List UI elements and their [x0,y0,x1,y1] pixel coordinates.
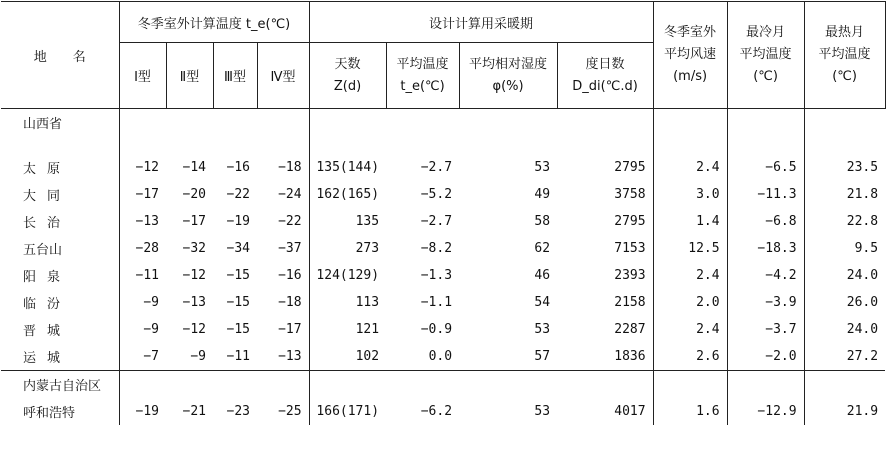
temp-type-4: −16 [278,268,302,283]
location-name: 五台山 [1,235,119,262]
header-avg-temp: 平均温度 t_e(℃) [386,43,459,109]
degree-days: 7153 [614,241,646,256]
heating-avg-humidity: 54 [534,295,551,310]
temp-type-4: −18 [278,295,302,310]
temp-type-2: −9 [166,343,213,371]
hottest-month-temp: 24.0 [846,268,879,283]
temp-type-2: −14 [182,160,206,175]
table-row [1,208,885,235]
temp-type-3: −15 [226,295,250,310]
table-row [1,262,885,289]
province-row [1,109,885,137]
table-row [1,343,885,371]
heating-avg-temp: −6.2 [420,404,453,419]
winter-wind-speed: 3.0 [653,181,727,208]
temp-type-2: −12 [182,268,206,283]
temp-type-1: −9 [143,322,159,337]
hottest-month-temp: 26.0 [846,295,879,310]
header-type-4: Ⅳ型 [257,43,309,109]
temp-type-3: −23 [226,404,250,419]
temp-type-4: −37 [278,241,302,256]
climate-data-table [1,1,886,425]
winter-wind-speed: 2.0 [653,289,727,316]
coldest-month-temp: −3.9 [727,289,804,316]
heating-avg-humidity: 49 [534,187,551,202]
header-coldest-month: 最冷月 平均温度 (℃) [727,2,804,109]
hottest-month-temp: 24.0 [846,322,879,337]
winter-wind-speed: 2.4 [653,154,727,181]
hottest-month-temp: 21.9 [846,404,879,419]
heating-avg-humidity: 53 [534,322,551,337]
table-header [1,2,885,109]
heating-days: 121 [309,316,386,343]
heating-days: 102 [309,343,386,371]
heating-avg-humidity: 53 [534,404,551,419]
temp-type-3: −19 [226,214,250,229]
winter-wind-speed: 1.6 [653,398,727,425]
heating-avg-temp: −1.1 [420,295,453,310]
winter-wind-speed: 12.5 [653,235,727,262]
temp-type-1: −9 [143,295,159,310]
heating-days: 113 [309,289,386,316]
header-avg-humidity: 平均相对湿度 φ(%) [459,43,557,109]
province-row [1,371,885,399]
temp-type-1: −17 [135,187,159,202]
heating-avg-temp: −1.3 [420,268,453,283]
degree-days: 2158 [614,295,646,310]
heating-avg-temp: −8.2 [420,241,453,256]
location-name: 太原 [1,154,119,181]
heating-days: 124(129) [309,262,386,289]
temp-type-3: −22 [226,187,250,202]
table-row [1,235,885,262]
temp-type-1: −7 [119,343,166,371]
header-type-1: Ⅰ型 [119,43,166,109]
temp-type-2: −20 [182,187,206,202]
spacer-row [1,136,885,154]
temp-type-2: −32 [182,241,206,256]
temp-type-3: −15 [226,322,250,337]
header-type-2: Ⅱ型 [166,43,213,109]
location-name: 长治 [1,208,119,235]
degree-days: 4017 [614,404,646,419]
winter-wind-speed: 2.6 [653,343,727,371]
temp-type-4: −18 [278,160,302,175]
degree-days: 2795 [614,214,646,229]
temp-type-1: −12 [135,160,159,175]
temp-type-4: −17 [278,322,302,337]
heating-days: 273 [309,235,386,262]
degree-days: 2287 [614,322,646,337]
hottest-month-temp: 22.8 [846,214,879,229]
degree-days: 1836 [557,343,653,371]
heating-avg-temp: −2.7 [420,214,453,229]
temp-type-1: −13 [135,214,159,229]
temp-type-3: −16 [226,160,250,175]
winter-wind-speed: 1.4 [653,208,727,235]
temp-type-4: −22 [278,214,302,229]
header-winter-wind: 冬季室外 平均风速 (m/s) [653,2,727,109]
degree-days: 2795 [614,160,646,175]
heating-avg-humidity: 57 [459,343,557,371]
table-row [1,181,885,208]
temp-type-1: −19 [135,404,159,419]
heating-days: 166(171) [309,398,386,425]
temp-type-2: −13 [182,295,206,310]
winter-wind-speed: 2.4 [653,262,727,289]
table-row [1,398,885,425]
temp-type-1: −28 [135,241,159,256]
heating-days: 135 [309,208,386,235]
heating-avg-humidity: 58 [534,214,551,229]
hottest-month-temp: 9.5 [854,241,879,256]
hottest-month-temp: 21.8 [846,187,879,202]
coldest-month-temp: −18.3 [727,235,804,262]
header-heating-period: 设计计算用采暖期 [309,2,653,43]
table-body [1,109,885,426]
temp-type-2: −12 [182,322,206,337]
hottest-month-temp: 23.5 [846,160,879,175]
degree-days: 3758 [614,187,646,202]
location-name: 运城 [1,343,119,371]
winter-wind-speed: 2.4 [653,316,727,343]
table-row [1,316,885,343]
location-name: 临汾 [1,289,119,316]
temp-type-4: −25 [278,404,302,419]
heating-avg-temp: −5.2 [420,187,453,202]
degree-days: 2393 [614,268,646,283]
location-name: 阳泉 [1,262,119,289]
heating-avg-humidity: 53 [534,160,551,175]
table-row [1,289,885,316]
header-location: 地 名 [1,2,119,109]
heating-avg-temp: −2.7 [420,160,453,175]
coldest-month-temp: −6.8 [727,208,804,235]
province-name: 山西省 [1,109,119,137]
temp-type-3: −11 [213,343,257,371]
temp-type-4: −13 [257,343,309,371]
coldest-month-temp: −6.5 [727,154,804,181]
temp-type-4: −24 [278,187,302,202]
temp-type-3: −15 [226,268,250,283]
location-name: 大同 [1,181,119,208]
header-degree-days: 度日数 D_di(℃.d) [557,43,653,109]
coldest-month-temp: −12.9 [727,398,804,425]
heating-days: 135(144) [309,154,386,181]
coldest-month-temp: −11.3 [727,181,804,208]
temp-type-1: −11 [135,268,159,283]
header-winter-outdoor-temp: 冬季室外计算温度 t_e(℃) [119,2,309,43]
temp-type-3: −34 [226,241,250,256]
coldest-month-temp: −3.7 [727,316,804,343]
header-days: 天数 Z(d) [309,43,386,109]
header-type-3: Ⅲ型 [213,43,257,109]
temp-type-2: −17 [182,214,206,229]
hottest-month-temp: 27.2 [804,343,885,371]
temp-type-2: −21 [182,404,206,419]
heating-avg-humidity: 46 [534,268,551,283]
coldest-month-temp: −2.0 [727,343,804,371]
heating-avg-temp: −0.9 [420,322,453,337]
heating-avg-temp: 0.0 [386,343,459,371]
coldest-month-temp: −4.2 [727,262,804,289]
heating-avg-humidity: 62 [534,241,551,256]
heating-days: 162(165) [309,181,386,208]
table-row [1,154,885,181]
location-name: 晋城 [1,316,119,343]
province-name: 内蒙古自治区 [1,371,119,399]
location-name: 呼和浩特 [1,398,119,425]
header-hottest-month: 最热月 平均温度 (℃) [804,2,885,109]
